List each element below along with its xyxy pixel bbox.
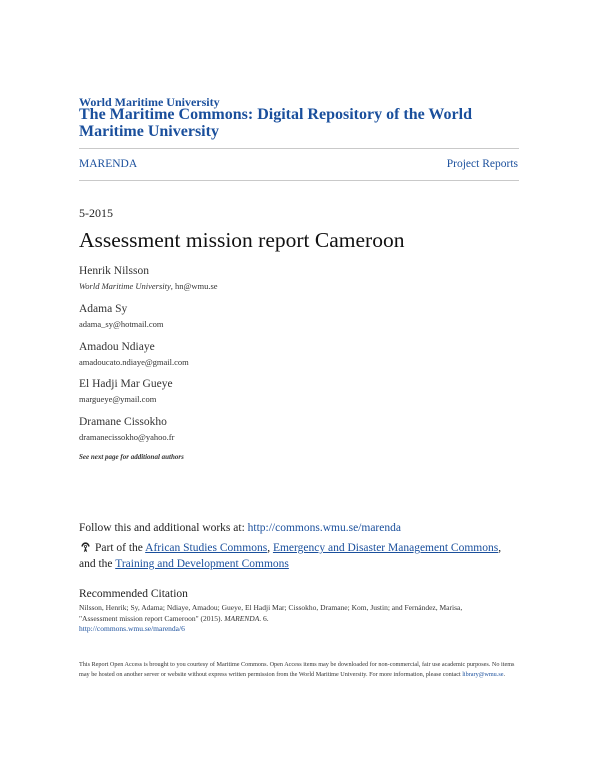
header-divider bbox=[79, 148, 519, 149]
author-affiliation bbox=[79, 281, 218, 291]
publication-date: 5-2015 bbox=[79, 206, 113, 220]
document-title: Assessment mission report Cameroon bbox=[79, 228, 405, 252]
collection-link[interactable]: Project Reports bbox=[446, 158, 518, 170]
affiliation-institution: World Maritime University bbox=[79, 281, 171, 291]
part-of-prefix: Part of the bbox=[95, 542, 146, 554]
open-access-icon bbox=[79, 540, 92, 557]
author-email: amadoucato.ndiaye@gmail.com bbox=[79, 357, 189, 367]
citation-authors: Nilsson, Henrik; Sy, Adama; Ndiaye, Amadou; Gueye, El Hadji Mar; Cissokho, Dramane; Kom, Justin; and Fernández, Marisa, bbox=[79, 603, 463, 612]
author-name: Dramane Cissokho bbox=[79, 416, 167, 428]
citation-title-line bbox=[79, 614, 524, 625]
recommended-citation-heading: Recommended Citation bbox=[79, 588, 188, 600]
author-email: dramanecissokho@yahoo.fr bbox=[79, 432, 175, 442]
series-link[interactable]: MARENDA bbox=[79, 158, 138, 170]
access-notice bbox=[79, 660, 524, 680]
citation-series: MARENDA bbox=[224, 613, 260, 623]
author-name: Henrik Nilsson bbox=[79, 265, 149, 277]
part-of-separator: , bbox=[267, 542, 273, 554]
author-email: margueye@ymail.com bbox=[79, 394, 157, 404]
author-name: Adama Sy bbox=[79, 303, 128, 315]
training-development-commons-link[interactable]: Training and Development Commons bbox=[115, 558, 289, 570]
author-name: Amadou Ndiaye bbox=[79, 341, 155, 353]
author-email: adama_sy@hotmail.com bbox=[79, 319, 164, 329]
citation-text bbox=[79, 603, 524, 635]
follow-link[interactable]: http://commons.wmu.se/marenda bbox=[247, 522, 401, 534]
contact-email-link[interactable]: library@wmu.se bbox=[462, 671, 504, 678]
follow-text: Follow this and additional works at: bbox=[79, 522, 248, 534]
author-name: El Hadji Mar Gueye bbox=[79, 378, 173, 390]
access-notice-text: This Report Open Access is brought to you courtesy of Maritime Commons. Open Access items may be downloaded for non-commercial, fair use academic purposes. No items may be hosted on another server or website without express written permission from the World Maritime University. For more information, please contact bbox=[79, 661, 515, 678]
repository-title[interactable]: The Maritime Commons: Digital Repository of the World Maritime University bbox=[79, 106, 472, 140]
access-notice-end: . bbox=[503, 671, 506, 678]
citation-number: . 6. bbox=[259, 613, 269, 623]
follow-line bbox=[79, 522, 401, 534]
nav-divider bbox=[79, 180, 519, 181]
citation-url[interactable]: http://commons.wmu.se/marenda/6 bbox=[79, 624, 185, 633]
see-next-page-note: See next page for additional authors bbox=[79, 453, 184, 461]
emergency-disaster-management-link[interactable]: Emergency and Disaster Management Commons bbox=[272, 542, 499, 554]
author-email: , hn@wmu.se bbox=[170, 281, 218, 291]
part-of-separator: , and the bbox=[79, 542, 502, 570]
african-studies-commons-link[interactable]: African Studies Commons bbox=[145, 542, 268, 554]
institution-name: World Maritime University bbox=[79, 95, 220, 109]
part-of-line bbox=[79, 540, 519, 571]
citation-title: "Assessment mission report Cameroon" (2015). bbox=[79, 613, 225, 623]
